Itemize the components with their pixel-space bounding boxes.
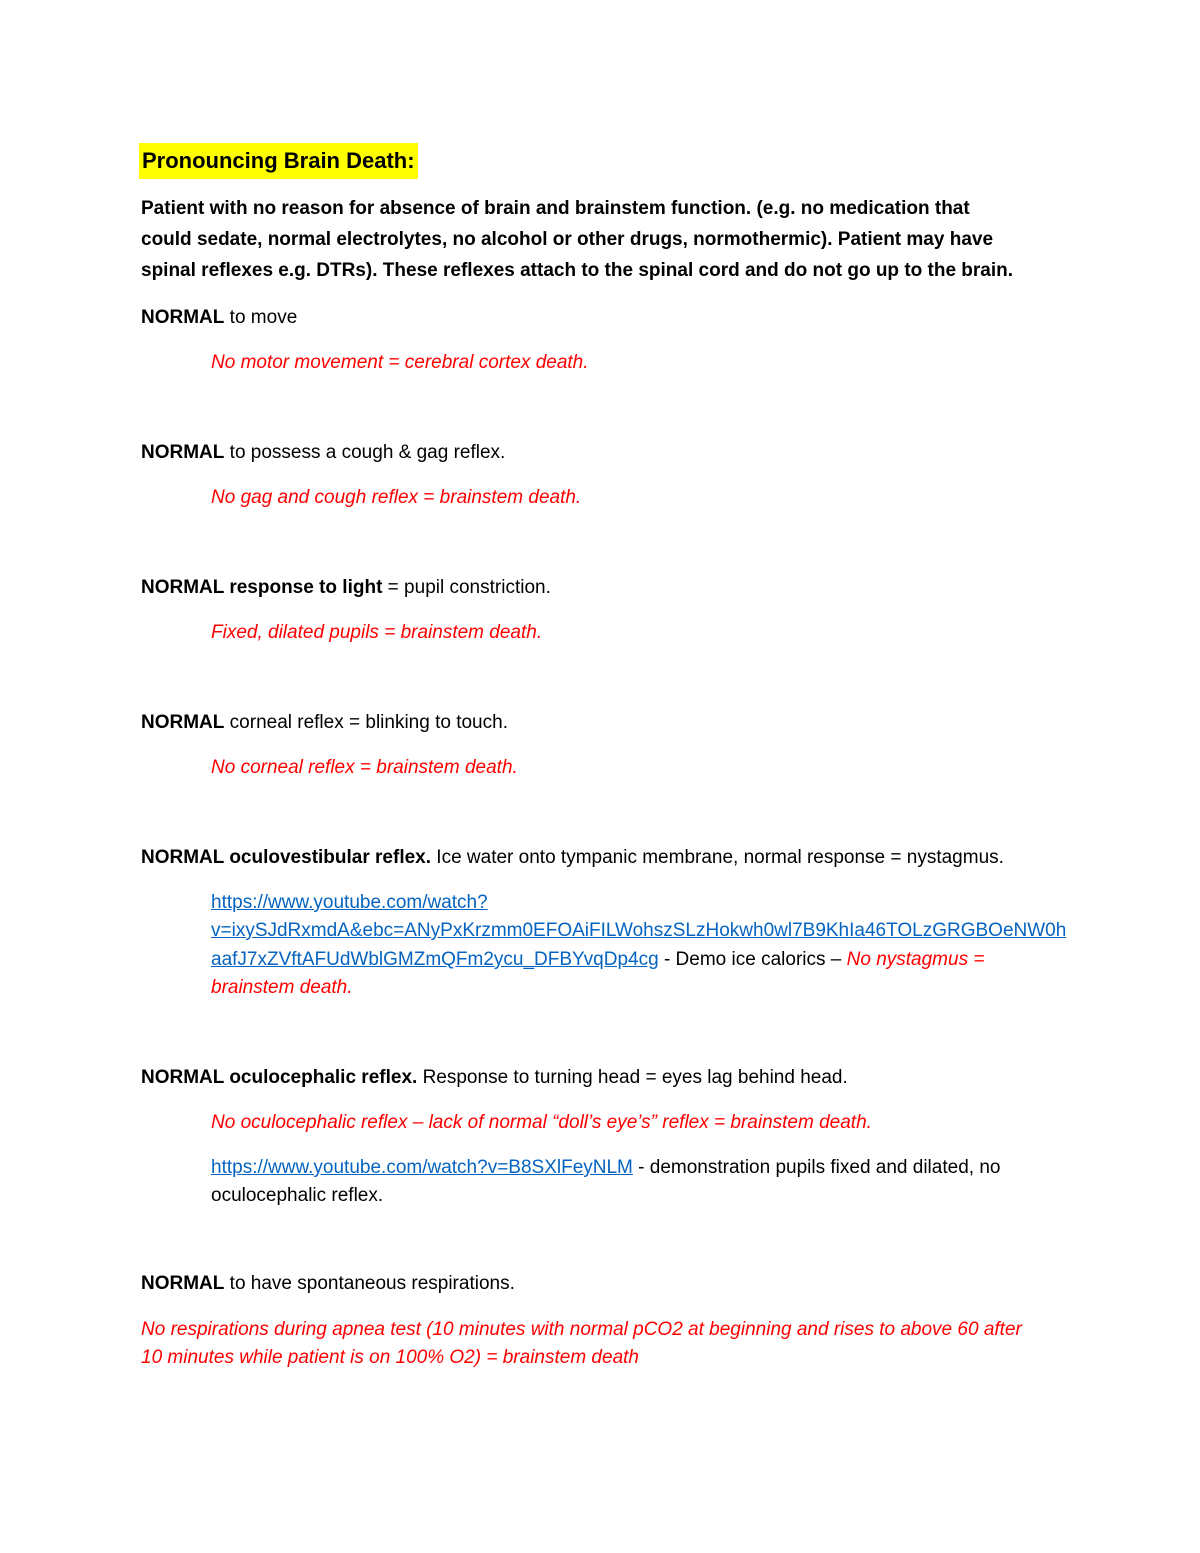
normal-keyword: NORMAL [141,847,225,868]
ice-calorics-note-part-1: No nystagmus = [846,949,985,970]
section-respiration-note-line-1: No respirations during apnea test (10 minutes with normal pCO2 at beginning and rises to above 60 after [141,1319,1022,1340]
ice-calorics-link-line-2[interactable]: v=ixySJdRxmdA&ebc=ANyPxKrzmm0EFOAiFILWohszSLzHokwh0wl7B9KhIa46TOLzGRGBOeNW0h [211,920,1067,941]
section-gag-heading [141,439,505,467]
intro-line-1: Patient with no reason for absence of brain and brainstem function. (e.g. no medication that [141,198,970,219]
section-oculocephalic-bold: oculocephalic reflex. [224,1067,418,1088]
page-title: Pronouncing Brain Death: [139,143,418,179]
section-corneal-heading [141,709,508,737]
section-gag-note: No gag and cough reflex = brainstem death. [211,487,582,508]
section-corneal-note: No corneal reflex = brainstem death. [211,757,518,778]
section-move-note: No motor movement = cerebral cortex death. [211,352,589,373]
section-oculovestibular-heading [141,844,1004,872]
normal-keyword: NORMAL [141,577,225,598]
ice-calorics-link-line-1[interactable]: https://www.youtube.com/watch? [211,892,488,913]
ice-calorics-note-part-2: brainstem death. [211,977,353,998]
section-oculocephalic-heading [141,1064,848,1092]
section-respiration-note-line-2: 10 minutes while patient is on 100% O2) = brainstem death [141,1347,639,1368]
normal-keyword: NORMAL [141,1067,225,1088]
intro-line-3: spinal reflexes e.g. DTRs). These reflexes attach to the spinal cord and do not go up to the brain. [141,260,1014,281]
normal-keyword: NORMAL [141,1273,225,1294]
oculocephalic-link-line [211,1154,1000,1182]
section-corneal-text: corneal reflex = blinking to touch. [224,712,508,733]
section-oculocephalic-note: No oculocephalic reflex – lack of normal “doll’s eye’s” reflex = brainstem death. [211,1112,872,1133]
normal-keyword: NORMAL [141,307,225,328]
section-respiration-text: to have spontaneous respirations. [224,1273,515,1294]
ice-calorics-link-line-3[interactable]: aafJ7xZVftAFUdWblGMZmQFm2ycu_DFBYvqDp4cg [211,949,659,970]
section-light-note: Fixed, dilated pupils = brainstem death. [211,622,543,643]
oculocephalic-demo-link[interactable]: https://www.youtube.com/watch?v=B8SXlFeyNLM [211,1157,633,1178]
section-oculocephalic-text: Response to turning head = eyes lag behind head. [417,1067,848,1088]
oculocephalic-link-description: - demonstration pupils fixed and dilated, no [632,1157,1001,1178]
section-respiration-heading [141,1270,515,1298]
section-move-text: to move [224,307,298,328]
section-light-bold: response to light [224,577,383,598]
normal-keyword: NORMAL [141,442,225,463]
section-oculovestibular-bold: oculovestibular reflex. [224,847,432,868]
normal-keyword: NORMAL [141,712,225,733]
oculocephalic-link-description-2: oculocephalic reflex. [211,1185,384,1206]
ice-calorics-line-3 [211,946,984,974]
intro-line-2: could sedate, normal electrolytes, no alcohol or other drugs, normothermic). Patient may have [141,229,994,250]
section-oculovestibular-text: Ice water onto tympanic membrane, normal response = nystagmus. [431,847,1004,868]
section-gag-text: to possess a cough & gag reflex. [224,442,506,463]
section-light-heading [141,574,551,602]
section-light-text: = pupil constriction. [382,577,551,598]
section-move-heading [141,304,297,332]
ice-calorics-description: - Demo ice calorics – [658,949,847,970]
